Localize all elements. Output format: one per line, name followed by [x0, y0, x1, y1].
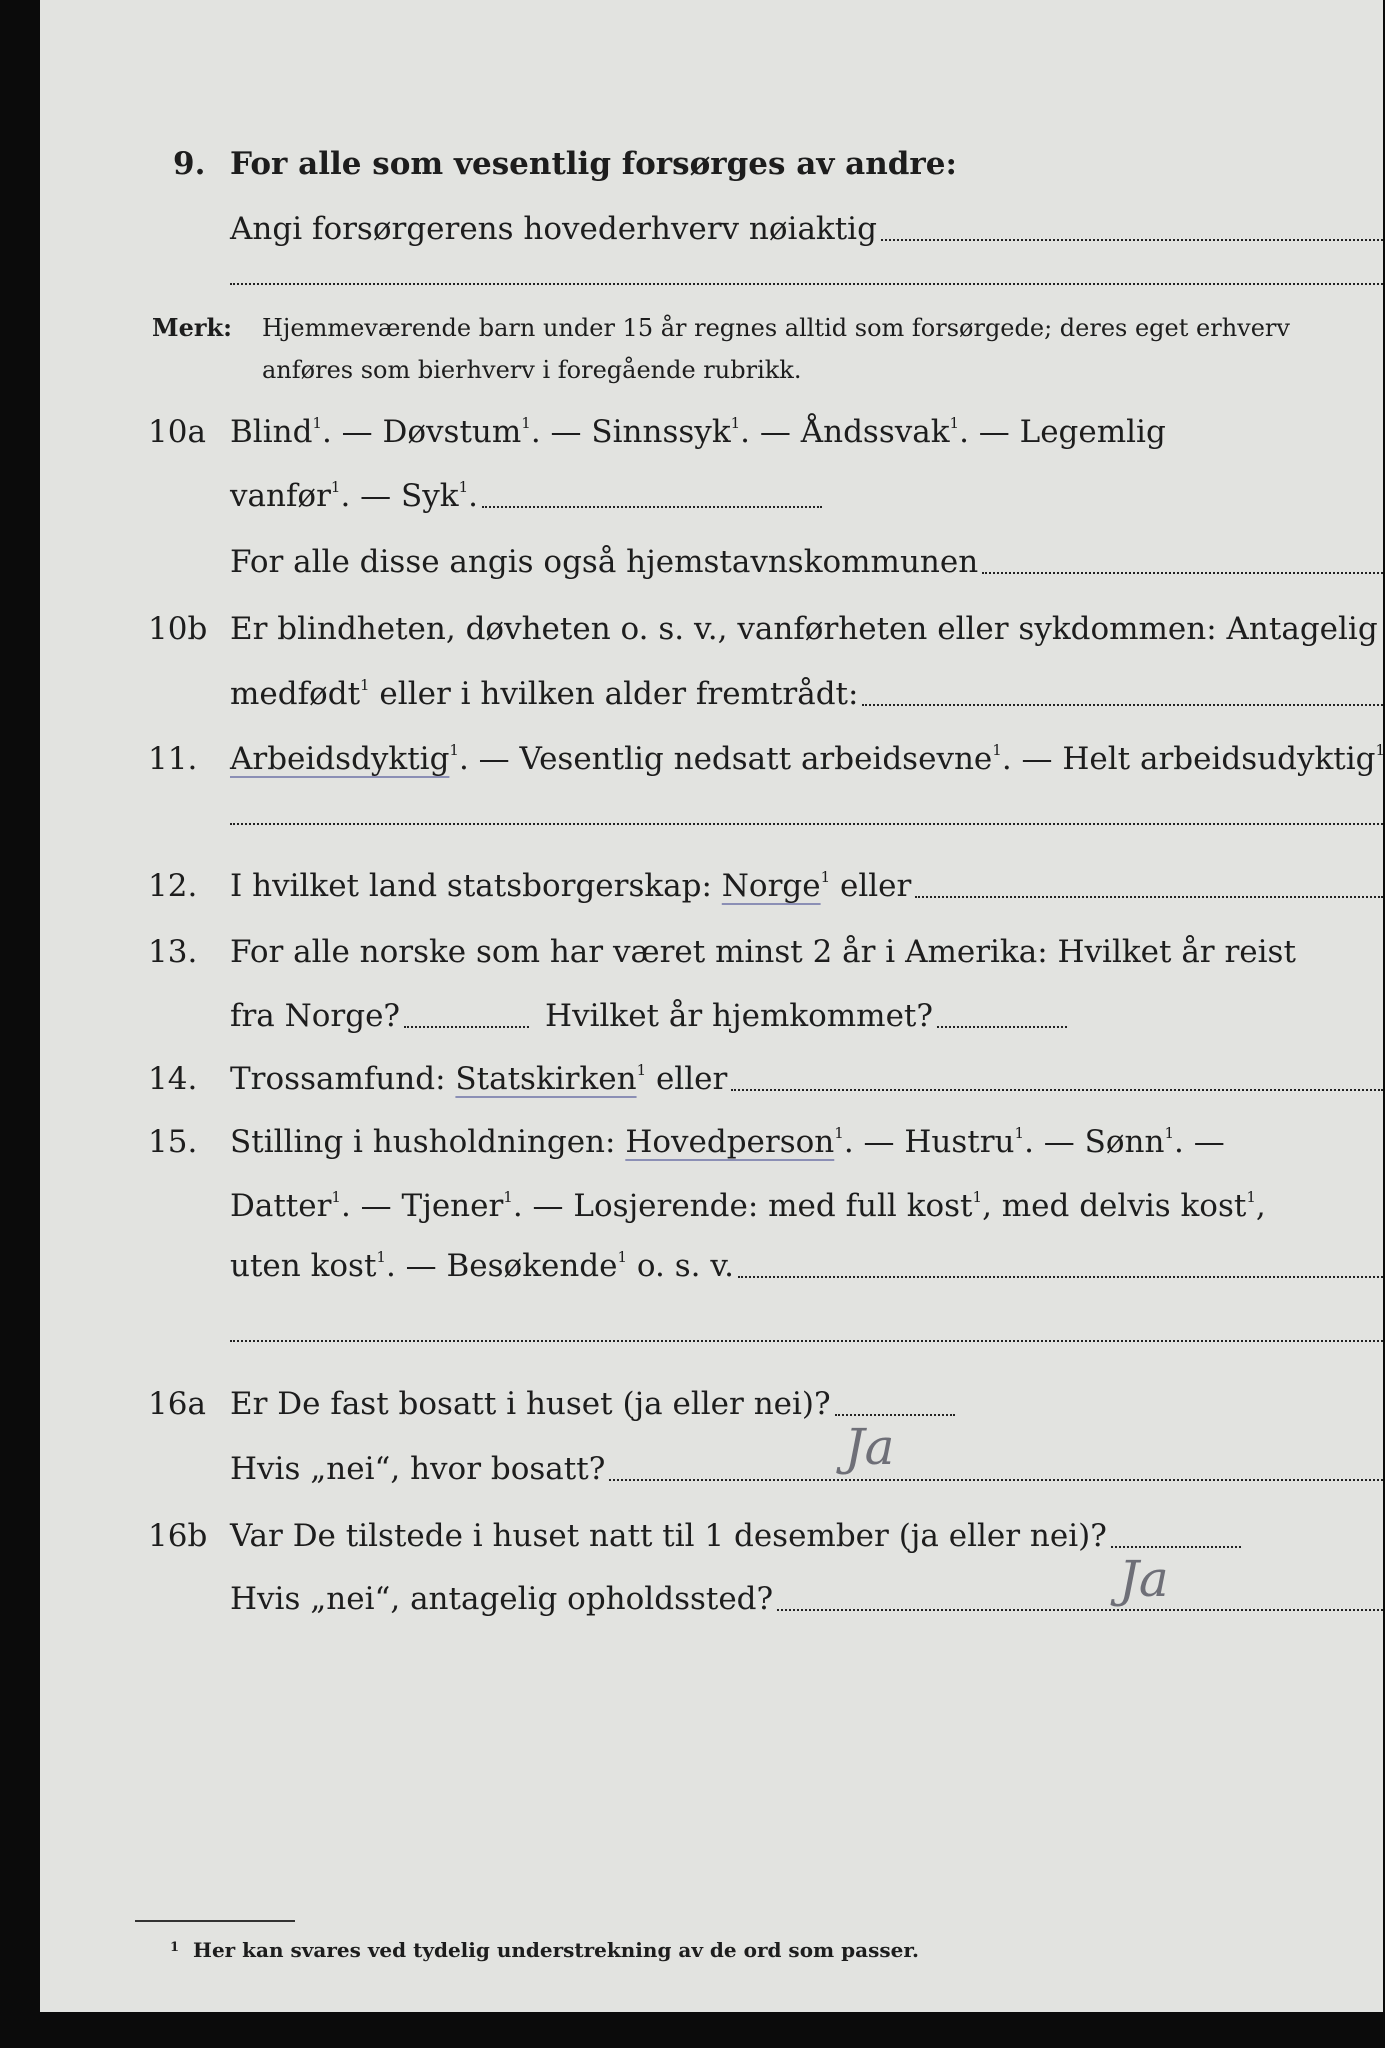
option-delvis-kost[interactable]: , med delvis kost: [982, 1188, 1247, 1224]
footnote-ref: 1: [1164, 1124, 1175, 1142]
footnote-ref: 1: [449, 741, 459, 759]
q10b-number: 10b: [148, 611, 208, 647]
merk-text-1: Hjemmeværende barn under 15 år regnes alltid som forsørgede; deres eget erhverv: [262, 314, 1290, 342]
footnote-ref: 1: [503, 1188, 513, 1206]
q10a-line3: [40, 518, 1383, 578]
option-medfodt[interactable]: medfødt: [230, 676, 361, 712]
footnote-divider: [135, 1920, 295, 1922]
footnote-ref: 1: [617, 1248, 628, 1266]
option-vanfor[interactable]: vanfør: [230, 478, 331, 514]
option-blind[interactable]: Blind: [230, 414, 313, 450]
footnote-ref: 1: [458, 478, 469, 496]
footnote-ref: 1: [331, 1188, 341, 1206]
q13-hjemkommet-field[interactable]: [937, 1026, 1067, 1028]
footnote-ref: 1: [972, 1188, 983, 1206]
option-syk[interactable]: . — Syk: [340, 478, 459, 514]
footnote-ref: 1: [834, 1124, 844, 1142]
q14-prompt: Trossamfund:: [230, 1061, 456, 1097]
footnote-ref: 1: [636, 1061, 647, 1079]
option-losjerende-full-kost[interactable]: . — Losjerende: med full kost: [512, 1188, 973, 1224]
footnote: [170, 1938, 919, 1962]
option-arbeidsudyktig[interactable]: . — Helt arbeidsudyktig: [1001, 741, 1376, 777]
q9-number: 9.: [173, 146, 206, 182]
option-sonn[interactable]: . — Sønn: [1024, 1124, 1165, 1160]
footnote-ref: 1: [1246, 1188, 1256, 1206]
q12-eller: eller: [830, 868, 912, 904]
q10b-line1: [40, 585, 1383, 645]
q10b-alder-field[interactable]: [862, 704, 1383, 706]
q10b-prompt: Er blindheten, døvheten o. s. v., vanførheten eller sykdommen: Antagelig: [230, 611, 1378, 647]
q10b-line2: [40, 650, 1383, 710]
q15-osv: o. s. v.: [627, 1248, 735, 1284]
q16b-number: 16b: [148, 1518, 208, 1554]
q15-line2: [40, 1162, 1383, 1222]
q10a-line1: [40, 388, 1383, 448]
option-statskirken[interactable]: Statskirken: [455, 1061, 637, 1097]
merk-line2: [40, 332, 1383, 382]
q11-answer-field[interactable]: [230, 823, 1383, 825]
q16b-line2: [40, 1555, 1383, 1615]
q15-answer-field-2[interactable]: [230, 1340, 1383, 1342]
merk-text-2: anføres som bierhverv i foregående rubrikk.: [262, 356, 802, 384]
q12-prompt: I hvilket land statsborgerskap:: [230, 868, 722, 904]
q10b-alder-prompt: eller i hvilken alder fremtrådt:: [369, 676, 859, 712]
q15-comma: ,: [1255, 1188, 1266, 1224]
footnote-ref: 1: [330, 478, 341, 496]
footnote-ref: 1: [1014, 1124, 1025, 1142]
q11-line1: [40, 715, 1383, 775]
option-arbeidsdyktig[interactable]: Arbeidsdyktig: [230, 741, 450, 777]
q16a-answer-field[interactable]: Ja: [835, 1414, 955, 1416]
q15-other-field[interactable]: [738, 1276, 1383, 1278]
option-hovedperson[interactable]: Hovedperson: [625, 1124, 835, 1160]
q9-prompt: Angi forsørgerens hovederhverv nøiaktig: [230, 211, 877, 247]
q16b-opholdssted-prompt: Hvis „nei“, antagelig opholdssted?: [230, 1581, 774, 1617]
q14-line: [40, 1035, 1383, 1095]
q15-line3: [40, 1222, 1383, 1282]
q13-line2: [40, 972, 1383, 1032]
q16a-number: 16a: [148, 1386, 206, 1422]
q12-other-country-field[interactable]: [915, 896, 1383, 898]
q15-line1: [40, 1098, 1383, 1158]
q16a-hvor-prompt: Hvis „nei“, hvor bosatt?: [230, 1451, 606, 1487]
q9-line2: [40, 185, 1383, 245]
q13-hjemkommet-prompt: Hvilket år hjemkommet?: [545, 998, 934, 1034]
q9-answer-field[interactable]: [881, 239, 1383, 241]
q14-number: 14.: [148, 1061, 198, 1097]
option-sinnssyk[interactable]: . — Sinnssyk: [530, 414, 731, 450]
q10a-number: 10a: [148, 414, 206, 450]
option-andssvak[interactable]: . — Åndssvak: [740, 414, 950, 450]
q15-prompt: Stilling i husholdningen:: [230, 1124, 626, 1160]
q15-dash: . —: [1174, 1124, 1225, 1160]
footnote-ref: 1: [521, 414, 531, 432]
q10a-hjemstavn-prompt: For alle disse angis også hjemstavnskommunen: [230, 544, 979, 580]
q15-number: 15.: [148, 1124, 198, 1160]
q13-number: 13.: [148, 934, 198, 970]
q13-reist-prompt: fra Norge?: [230, 998, 401, 1034]
q16a-prompt: Er De fast bosatt i huset (ja eller nei)?: [230, 1386, 831, 1422]
q12-number: 12.: [148, 868, 198, 904]
q10a-syk-field[interactable]: [482, 506, 822, 508]
form-page: [40, 0, 1383, 2012]
option-nedsatt[interactable]: . — Vesentlig nedsatt arbeidsevne: [458, 741, 993, 777]
q10a-line2: [40, 452, 1383, 512]
q13-prompt: For alle norske som har været minst 2 år i Amerika: Hvilket år reist: [230, 934, 1296, 970]
q13-reist-field[interactable]: [404, 1026, 529, 1028]
footnote-ref: 1: [992, 741, 1002, 759]
option-dovstum[interactable]: . — Døvstum: [321, 414, 522, 450]
q16a-hvor-field[interactable]: [609, 1479, 1383, 1481]
option-besokende[interactable]: . — Besøkende: [385, 1248, 618, 1284]
q9-answer-field-2[interactable]: [230, 283, 1383, 285]
footnote-ref: 1: [730, 414, 741, 432]
footnote-ref: 1: [376, 1248, 386, 1266]
footnote-mark: 1: [170, 1940, 180, 1955]
q14-other-field[interactable]: [731, 1089, 1383, 1091]
option-norge[interactable]: Norge: [721, 868, 821, 904]
q16b-prompt: Var De tilstede i huset natt til 1 desember (ja eller nei)?: [230, 1518, 1107, 1554]
q14-eller: eller: [646, 1061, 728, 1097]
option-legemlig[interactable]: . — Legemlig: [959, 414, 1166, 450]
option-uten-kost[interactable]: uten kost: [230, 1248, 377, 1284]
q16a-line2: [40, 1425, 1383, 1485]
footnote-ref: 1: [360, 676, 370, 694]
q12-line: [40, 842, 1383, 902]
merk-label: Merk:: [152, 313, 232, 342]
option-tjener[interactable]: . — Tjener: [340, 1188, 504, 1224]
footnote-ref: 1: [312, 414, 322, 432]
footnote-text: Her kan svares ved tydelig understrekning av de ord som passer.: [193, 1938, 920, 1962]
q10a-hjemstavn-field[interactable]: [982, 572, 1383, 574]
q16b-answer-field[interactable]: Ja: [1111, 1546, 1241, 1548]
q16b-opholdssted-field[interactable]: [777, 1609, 1383, 1611]
q13-line1: [40, 908, 1383, 968]
q10a-period: .: [468, 478, 478, 514]
footnote-ref: 1: [1375, 741, 1385, 759]
footnote-ref: 1: [949, 414, 960, 432]
q9-heading: For alle som vesentlig forsørges av andre:: [230, 146, 957, 182]
option-hustru[interactable]: . — Hustru: [843, 1124, 1015, 1160]
q9-line1: [40, 120, 1383, 180]
option-datter[interactable]: Datter: [230, 1188, 332, 1224]
q11-number: 11.: [148, 741, 198, 777]
footnote-ref: 1: [820, 868, 831, 886]
